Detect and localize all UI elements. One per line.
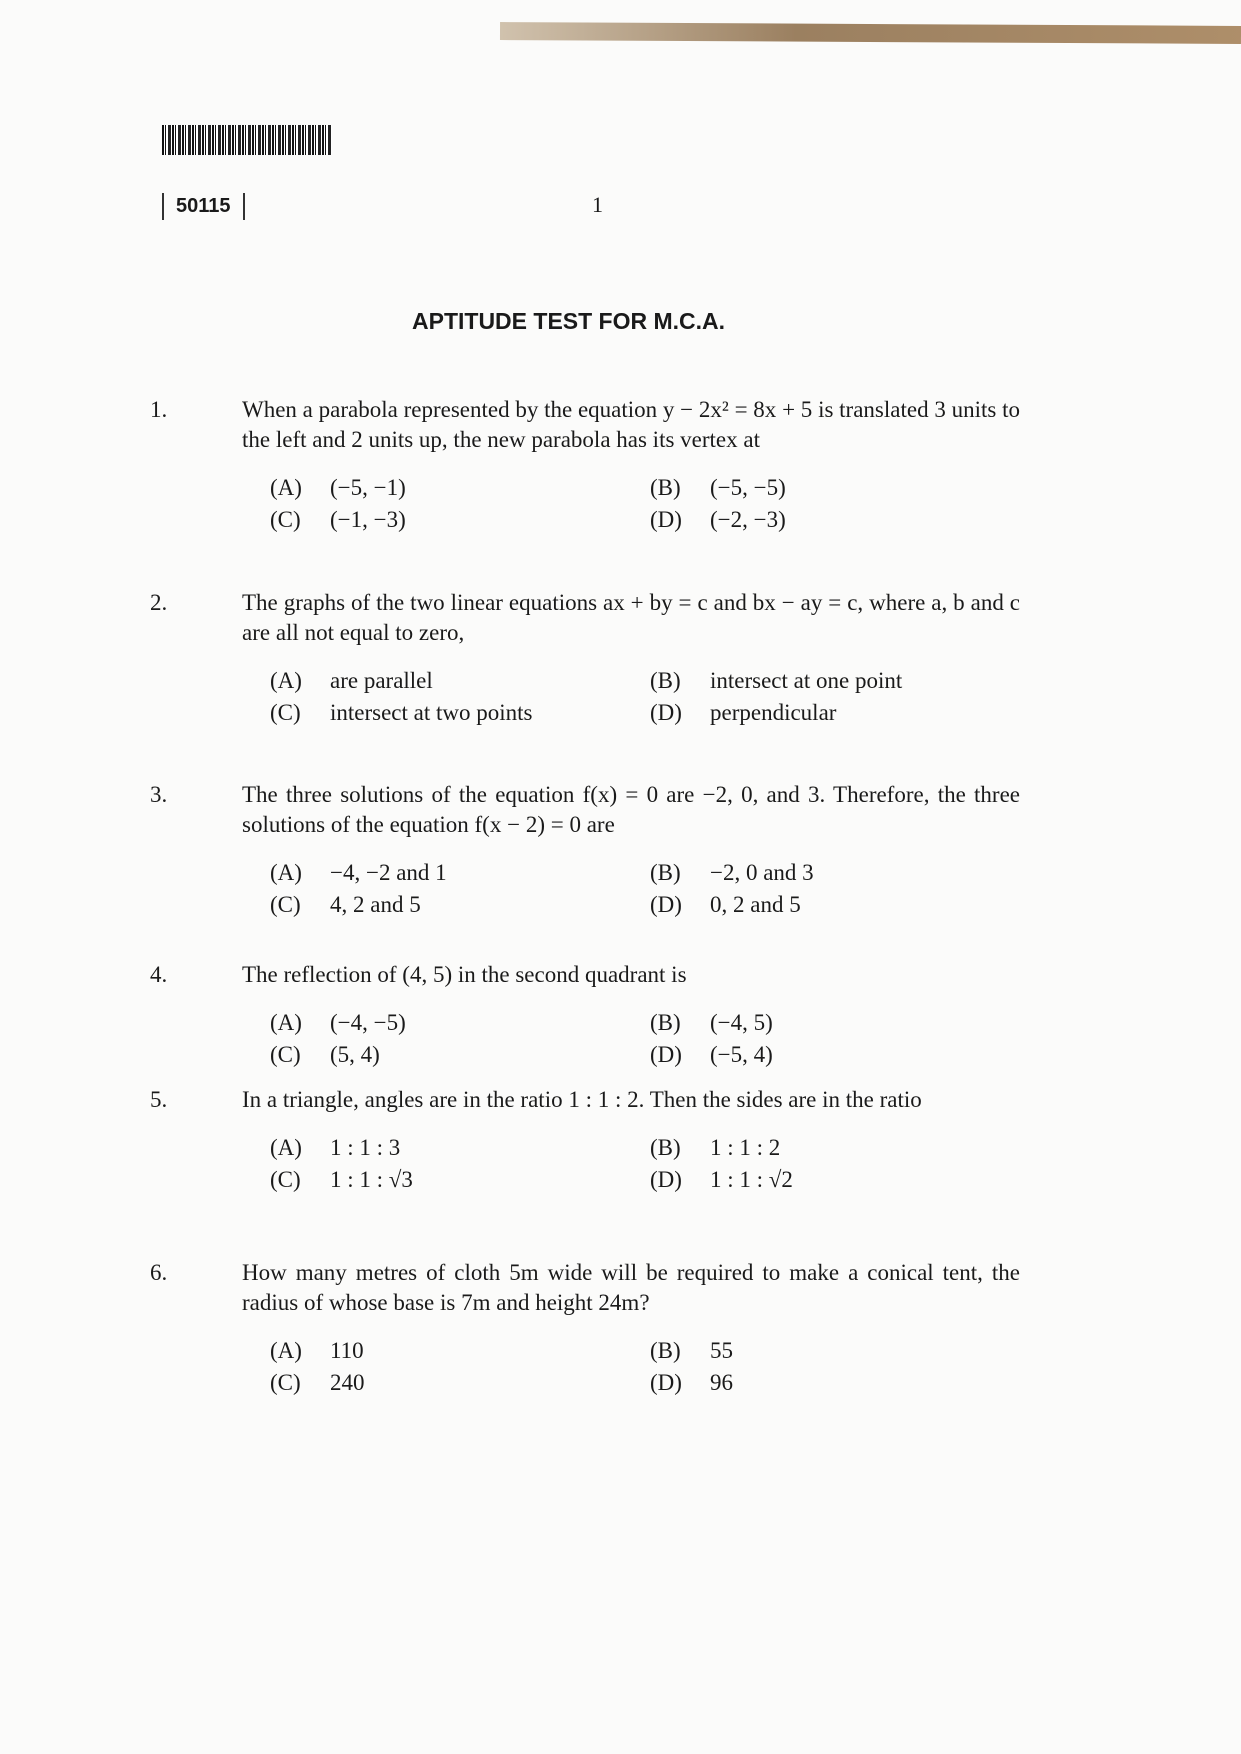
answer-option: [270, 1368, 650, 1398]
barcode-icon: [162, 125, 332, 155]
option-text: 96: [710, 1370, 733, 1395]
option-label: (D): [650, 700, 682, 725]
option-text: 1 : 1 : √3: [330, 1167, 413, 1192]
option-label: (B): [650, 860, 681, 885]
question: [150, 960, 1020, 1070]
option-label: (B): [650, 1135, 681, 1160]
option-label: (A): [270, 668, 302, 693]
option-text: (−5, 4): [710, 1042, 773, 1067]
answer-option: [270, 698, 650, 728]
option-label: (D): [650, 1370, 682, 1395]
option-label: (B): [650, 668, 681, 693]
question: [150, 780, 1020, 920]
option-label: (C): [270, 700, 301, 725]
answer-option: [650, 1165, 1030, 1195]
answer-option: [270, 858, 650, 888]
option-label: (D): [650, 1167, 682, 1192]
option-text: 1 : 1 : √2: [710, 1167, 793, 1192]
question-text: How many metres of cloth 5m wide will be required to make a conical tent, the radius of whose base is 7m and height 24m?: [242, 1260, 1020, 1315]
option-text: 4, 2 and 5: [330, 892, 421, 917]
option-label: (C): [270, 1042, 301, 1067]
option-text: perpendicular: [710, 700, 837, 725]
option-text: (−5, −1): [330, 475, 406, 500]
option-text: intersect at two points: [330, 700, 533, 725]
option-text: −4, −2 and 1: [330, 860, 447, 885]
page-title: APTITUDE TEST FOR M.C.A.: [412, 308, 726, 334]
question-number: 1.: [150, 397, 168, 422]
question-text: When a parabola represented by the equation y − 2x² = 8x + 5 is translated 3 units to the left and 2 units up, the new parabola has its vertex at: [242, 397, 1020, 452]
answer-option: [650, 1133, 1030, 1163]
answer-option: [270, 1008, 650, 1038]
option-text: −2, 0 and 3: [710, 860, 814, 885]
option-text: 0, 2 and 5: [710, 892, 801, 917]
option-label: (C): [270, 1370, 301, 1395]
option-label: (A): [270, 860, 302, 885]
option-label: (B): [650, 475, 681, 500]
answer-option: [270, 1133, 650, 1163]
answer-option: [270, 890, 650, 920]
answer-option: [270, 1165, 650, 1195]
option-label: (A): [270, 1010, 302, 1035]
answer-option: [650, 473, 1030, 503]
scan-edge-shadow: [500, 22, 1241, 44]
option-label: (B): [650, 1338, 681, 1363]
option-label: (C): [270, 507, 301, 532]
option-label: (D): [650, 507, 682, 532]
question-number: 4.: [150, 962, 168, 987]
page-number: 1: [592, 192, 603, 217]
option-text: 1 : 1 : 2: [710, 1135, 781, 1160]
answer-option: [270, 1040, 650, 1070]
option-text: 55: [710, 1338, 733, 1363]
option-text: (−4, 5): [710, 1010, 773, 1035]
answer-option: [270, 1336, 650, 1366]
answer-option: [650, 1336, 1030, 1366]
option-label: (C): [270, 1167, 301, 1192]
answer-option: [650, 858, 1030, 888]
option-text: (−1, −3): [330, 507, 406, 532]
answer-option: [650, 698, 1030, 728]
answer-option: [650, 505, 1030, 535]
answer-option: [650, 1008, 1030, 1038]
question-number: 2.: [150, 590, 168, 615]
option-text: 1 : 1 : 3: [330, 1135, 401, 1160]
question-text: The reflection of (4, 5) in the second quadrant is: [242, 962, 687, 987]
option-label: (C): [270, 892, 301, 917]
question-text: The graphs of the two linear equations ax + by = c and bx − ay = c, where a, b and c are all not equal to zero,: [242, 590, 1020, 645]
question-number: 6.: [150, 1260, 168, 1285]
answer-option: [270, 666, 650, 696]
option-label: (D): [650, 892, 682, 917]
option-text: (−2, −3): [710, 507, 786, 532]
question-number: 5.: [150, 1087, 168, 1112]
option-text: (−5, −5): [710, 475, 786, 500]
option-text: (−4, −5): [330, 1010, 406, 1035]
question: [150, 588, 1020, 728]
answer-option: [650, 1368, 1030, 1398]
option-label: (D): [650, 1042, 682, 1067]
option-label: (A): [270, 1135, 302, 1160]
option-label: (A): [270, 475, 302, 500]
option-text: 110: [330, 1338, 364, 1363]
question: [150, 1258, 1020, 1398]
answer-option: [650, 890, 1030, 920]
option-text: are parallel: [330, 668, 433, 693]
option-label: (A): [270, 1338, 302, 1363]
question: [150, 1085, 1020, 1195]
answer-option: [270, 505, 650, 535]
answer-option: [270, 473, 650, 503]
answer-option: [650, 666, 1030, 696]
option-text: intersect at one point: [710, 668, 903, 693]
option-text: 240: [330, 1370, 365, 1395]
question-number: 3.: [150, 782, 168, 807]
question-text: In a triangle, angles are in the ratio 1 : 1 : 2. Then the sides are in the ratio: [242, 1087, 922, 1112]
answer-option: [650, 1040, 1030, 1070]
paper-code: 50115: [162, 193, 245, 220]
question-text: The three solutions of the equation f(x) = 0 are −2, 0, and 3. Therefore, the three solutions of the equation f(x − 2) = 0 are: [242, 782, 1020, 837]
option-label: (B): [650, 1010, 681, 1035]
question: [150, 395, 1020, 535]
option-text: (5, 4): [330, 1042, 380, 1067]
